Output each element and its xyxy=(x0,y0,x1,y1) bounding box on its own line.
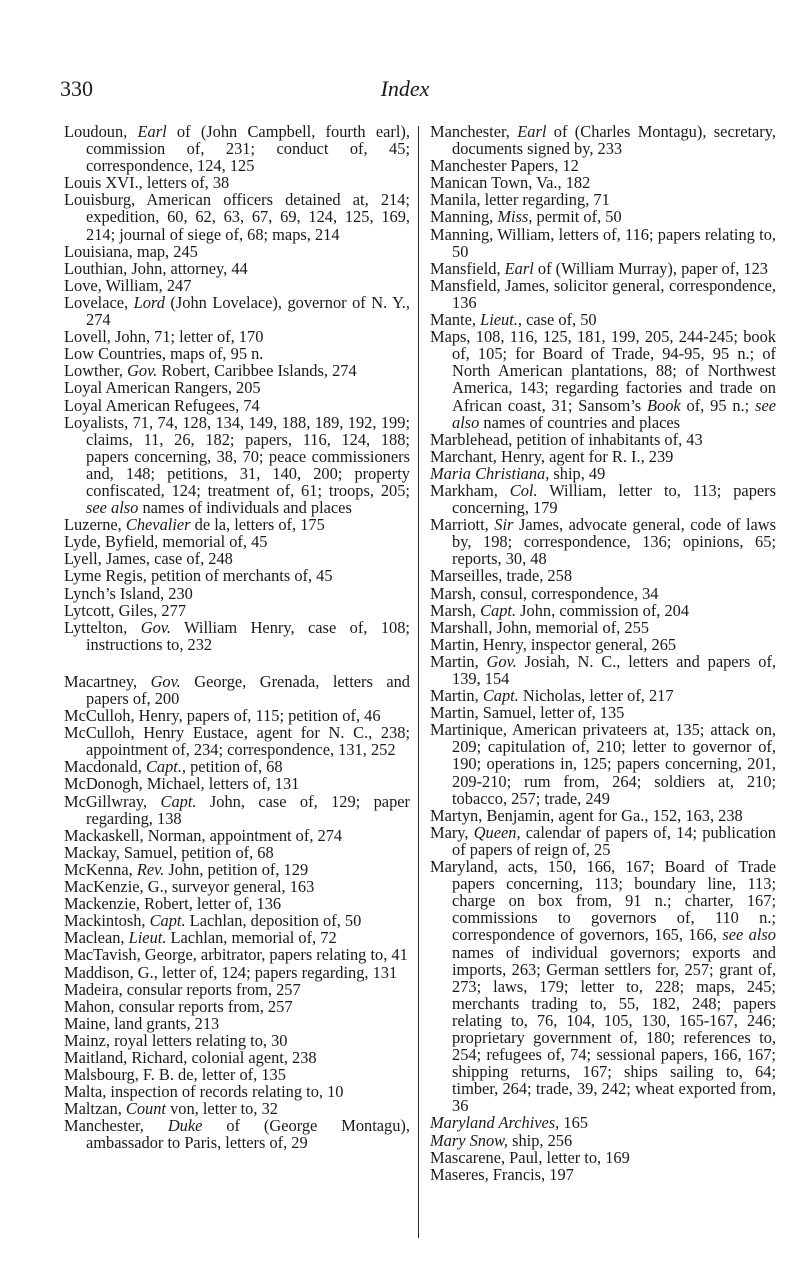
index-entry-text: Louisiana, map, 245 xyxy=(64,241,198,261)
index-entry-italic-text: Capt. xyxy=(480,600,517,620)
index-entry-text: Low Countries, maps of, 95 n. xyxy=(64,344,264,364)
index-entry xyxy=(430,807,776,824)
index-entry-text: Marsh, xyxy=(430,600,481,620)
index-entry xyxy=(64,912,410,929)
index-entry-italic-text: Earl xyxy=(504,258,534,278)
index-entry-text: names of individuals and places xyxy=(138,498,352,518)
index-entry xyxy=(64,707,410,724)
index-entry xyxy=(64,379,410,396)
index-entry-text: Maseres, Francis, 197 xyxy=(430,1164,574,1184)
index-entry-text: Martin, Samuel, letter of, 135 xyxy=(430,703,625,723)
index-entry-text: Nicholas, letter of, 217 xyxy=(518,686,674,706)
index-entry-text: Mahon, consular reports from, 257 xyxy=(64,996,293,1016)
index-entry-text: names of countries and places xyxy=(479,412,681,432)
index-entry-text: Lyme Regis, petition of merchants of, 45 xyxy=(64,566,333,586)
index-entry-text: Luzerne, xyxy=(64,515,126,535)
index-entry-italic-text: Lieut. xyxy=(128,928,167,948)
index-entry-text: Loyalists, 71, 74, 128, 134, 149, 188, 189, 192, 199; claims, 11, 26, 182; papers, 116, 124, 188; papers concerning, 38, 70; peace commissioners and, 148; petitions, 31, 140, 200; property confiscated, 124; treatment of, 61; troops, 205; xyxy=(64,412,410,500)
index-entry xyxy=(64,981,410,998)
index-entry xyxy=(64,964,410,981)
index-entry-text: Lovell, John, 71; letter of, 170 xyxy=(64,327,264,347)
index-entry-italic-text: Capt., xyxy=(145,757,187,777)
index-entry xyxy=(64,277,410,294)
index-entry xyxy=(430,260,776,277)
index-entry xyxy=(64,793,410,827)
index-entry-text: Mainz, royal letters relating to, 30 xyxy=(64,1030,288,1050)
index-entry xyxy=(64,861,410,878)
index-entry-text: Manchester, xyxy=(64,1116,168,1136)
index-entry xyxy=(64,567,410,584)
index-entry xyxy=(64,1015,410,1032)
index-entry xyxy=(430,1132,776,1149)
index-entry-italic-text: Gov. xyxy=(150,671,181,691)
index-entry-text: McGillwray, xyxy=(64,791,161,811)
index-entry-text: McCulloh, Henry, papers of, 115; petition of, 46 xyxy=(64,706,381,726)
index-entry-text: Loyal American Rangers, 205 xyxy=(64,378,261,398)
index-entry-text: Loudoun, xyxy=(64,122,138,141)
index-entry-text: Macdonald, xyxy=(64,757,146,777)
index-entry xyxy=(64,397,410,414)
index-entry-text: Martin, xyxy=(430,651,487,671)
index-entry xyxy=(430,226,776,260)
index-entry xyxy=(430,157,776,174)
index-entry-text: Lyell, James, case of, 248 xyxy=(64,549,233,569)
index-entry-text: Manning, William, letters of, 116; papers relating to, 50 xyxy=(430,224,776,261)
index-entry xyxy=(64,929,410,946)
index-entry xyxy=(430,328,776,431)
column-divider xyxy=(418,126,419,1238)
index-entry xyxy=(64,895,410,912)
index-entry-text: ship, 49 xyxy=(549,463,606,483)
index-entry-italic-text: Col. xyxy=(509,480,538,500)
index-entry-italic-text: Book xyxy=(647,395,681,415)
index-entry xyxy=(64,775,410,792)
index-entry-italic-text: Chevalier xyxy=(125,515,191,535)
index-entry xyxy=(64,878,410,895)
index-entry-text: Manila, letter regarding, 71 xyxy=(430,190,610,210)
index-entry-text: Lachlan, memorial of, 72 xyxy=(166,928,337,948)
index-entry-text: Mackay, Samuel, petition of, 68 xyxy=(64,842,274,862)
index-entry-text: de la, letters of, 175 xyxy=(190,515,325,535)
index-entry xyxy=(430,191,776,208)
index-entry xyxy=(430,619,776,636)
index-entry-italic-text: Maryland Archives, xyxy=(430,1113,560,1133)
index-entry-text: Marchant, Henry, agent for R. I., 239 xyxy=(430,446,674,466)
index-entry-text: Maine, land grants, 213 xyxy=(64,1013,220,1033)
index-entry-text: Malsbourg, F. B. de, letter of, 135 xyxy=(64,1065,286,1085)
index-entry-text: of (Charles Montagu), secretary, documents signed by, 233 xyxy=(452,122,776,159)
index-entry-text: Lynch’s Island, 230 xyxy=(64,583,193,603)
index-entry-text: Martinique, American privateers at, 135; attack on, 209; capitulation of, 210; letter to governor of, 190; operations in, 125; papers concerning, 201, 209-210; rum from, 264; soldiers at, 210; tobacco, 257; trade, 249 xyxy=(430,720,776,808)
index-entry xyxy=(64,1066,410,1083)
index-entry-italic-text: Duke xyxy=(167,1116,203,1136)
index-entry xyxy=(64,998,410,1015)
index-entry xyxy=(64,362,410,379)
index-entry xyxy=(430,482,776,516)
index-entry xyxy=(64,1100,410,1117)
index-entry-italic-text: Miss, xyxy=(497,207,533,227)
index-entry-text: permit of, 50 xyxy=(532,207,622,227)
index-entry-italic-text: Lieut., xyxy=(480,310,522,330)
index-entry-text: Marblehead, petition of inhabitants of, 43 xyxy=(430,429,703,449)
index-entry xyxy=(64,550,410,567)
index-entry-text: William Henry, case of, 108; instructions to, 232 xyxy=(86,617,410,654)
index-entry-italic-text: see also xyxy=(722,925,776,945)
index-entry-text: case of, 50 xyxy=(521,310,597,330)
index-entry xyxy=(64,533,410,550)
index-entry-text: Madeira, consular reports from, 257 xyxy=(64,979,301,999)
index-entry-text: Mackaskell, Norman, appointment of, 274 xyxy=(64,825,343,845)
index-entry xyxy=(64,123,410,174)
index-entry-text: of (George Montagu), ambassador to Paris, letters of, 29 xyxy=(86,1116,410,1153)
index-entry-text: Mansfield, xyxy=(430,258,505,278)
index-entry xyxy=(430,208,776,225)
index-entry-text: Louthian, John, attorney, 44 xyxy=(64,258,248,278)
index-entry-italic-text: Queen, xyxy=(473,822,521,842)
index-entry xyxy=(64,1117,410,1151)
index-entry-text: Lyde, Byfield, memorial of, 45 xyxy=(64,532,268,552)
index-entry xyxy=(64,260,410,277)
index-entry xyxy=(430,123,776,157)
index-entry-text: John, petition of, 129 xyxy=(164,859,309,879)
index-entry xyxy=(430,653,776,687)
index-entry-text: Louis XVI., letters of, 38 xyxy=(64,173,230,193)
index-entry-text: Maitland, Richard, colonial agent, 238 xyxy=(64,1047,317,1067)
index-entry xyxy=(430,1114,776,1131)
index-entry-text: calendar of papers of, 14; publication of papers of reign of, 25 xyxy=(452,822,776,859)
index-entry xyxy=(64,724,410,758)
index-column-right xyxy=(430,123,776,1183)
index-entry-italic-text: Maria Christiana, xyxy=(430,463,550,483)
index-entry-text: McKenna, xyxy=(64,859,137,879)
index-entry xyxy=(64,243,410,260)
index-entry xyxy=(430,448,776,465)
index-entry-text: Marsh, consul, correspondence, 34 xyxy=(430,583,659,603)
index-entry-italic-text: Sir xyxy=(494,515,514,535)
index-entry-italic-text: Mary Snow, xyxy=(430,1130,508,1150)
index-entry xyxy=(430,585,776,602)
index-entry xyxy=(430,636,776,653)
index-entry-text: Louisburg, American officers detained at, 214; expedition, 60, 62, 63, 67, 69, 124, 125, 169, 214; journal of siege of, 68; maps, 214 xyxy=(64,190,410,244)
index-entry-text: Maltzan, xyxy=(64,1099,126,1119)
index-entry-text: Josiah, N. C., letters and papers of, 139, 154 xyxy=(452,651,776,688)
index-entry-text: Lytcott, Giles, 277 xyxy=(64,600,187,620)
page-header xyxy=(60,76,750,106)
index-entry-text: of (William Murray), paper of, 123 xyxy=(533,258,768,278)
index-entry xyxy=(430,431,776,448)
index-entry-text: Martyn, Benjamin, agent for Ga., 152, 163, 238 xyxy=(430,805,743,825)
index-entry-text: (John Lovelace), governor of N. Y., 274 xyxy=(86,292,410,330)
index-entry-italic-text: Capt. xyxy=(160,791,197,811)
index-entry-text: Loyal American Refugees, 74 xyxy=(64,395,260,415)
letter-group-gap xyxy=(64,653,410,673)
index-entry-italic-text: Lord xyxy=(133,292,165,312)
index-entry xyxy=(64,1049,410,1066)
index-entry-text: names of individual governors; exports and imports, 263; German settlers for, 257; grant of, 273; laws, 179; letter to, 228; maps, 245; merchants trading to, 55, 182, 248; papers relating to, 76, 104, 105, 130, 165-167, 246; proprietary government of, 180; references to, 254; refugees of, 74; sessional papers, 166, 167; shipping returns, 167; ships sailing to, 64; timber, 264; trade, 39, 242; wheat exported from, 36 xyxy=(452,942,776,1116)
index-entry-text: Mante, xyxy=(430,310,481,330)
index-entry-text: Mansfield, James, solicitor general, correspondence, 136 xyxy=(430,275,776,312)
index-entry-text: petition of, 68 xyxy=(186,757,283,777)
index-entry-text: MacTavish, George, arbitrator, papers relating to, 41 xyxy=(64,945,408,965)
index-entry-text: William, letter to, 113; papers concerning, 179 xyxy=(452,480,777,518)
index-entry-text: ship, 256 xyxy=(508,1130,573,1150)
index-entry-text: Markham, xyxy=(430,480,510,500)
index-entry-text: Manican Town, Va., 182 xyxy=(430,173,591,193)
index-entry-text: Martin, Henry, inspector general, 265 xyxy=(430,634,677,654)
index-entry-text: Lyttelton, xyxy=(64,617,141,637)
index-entry-text: McCulloh, Henry Eustace, agent for N. C., 238; appointment of, 234; correspondence, 131, 252 xyxy=(64,723,410,760)
index-entry xyxy=(64,619,410,653)
index-entry xyxy=(64,946,410,963)
index-entry-text: Manchester, xyxy=(430,122,518,141)
index-entry xyxy=(430,602,776,619)
index-entry-text: MacKenzie, G., surveyor general, 163 xyxy=(64,877,315,897)
index-entry-italic-text: Rev. xyxy=(136,859,165,879)
index-entry-text: Maryland, acts, 150, 166, 167; Board of Trade papers concerning, 113; boundary line, 113; charge on box from, 91 n.; charter, 167; commissions to governors of, 110 n.; correspondence of governors, 165, 166, xyxy=(430,857,776,945)
index-entry-italic-text: Capt. xyxy=(482,686,519,706)
index-entry-text: Malta, inspection of records relating to, 10 xyxy=(64,1082,344,1102)
index-entry-italic-text: Gov. xyxy=(486,651,517,671)
index-entry xyxy=(64,585,410,602)
index-entry-italic-text: see also xyxy=(86,498,139,518)
index-entry xyxy=(64,414,410,517)
index-entry-text: Maclean, xyxy=(64,928,129,948)
index-entry-italic-text: Gov. xyxy=(140,617,171,637)
index-entry xyxy=(430,174,776,191)
index-entry-text: Martin, xyxy=(430,686,483,706)
index-entry-text: Robert, Caribbee Islands, 274 xyxy=(157,361,357,381)
index-entry xyxy=(64,174,410,191)
index-entry xyxy=(64,758,410,775)
index-entry-text: Lowther, xyxy=(64,361,128,381)
index-entry xyxy=(64,844,410,861)
index-entry-italic-text: Gov. xyxy=(127,361,158,381)
index-entry-text: von, letter to, 32 xyxy=(165,1099,278,1119)
index-entry-text: Lachlan, deposition of, 50 xyxy=(185,911,362,931)
index-entry xyxy=(64,294,410,328)
index-entry xyxy=(64,191,410,242)
index-entry xyxy=(64,827,410,844)
index-entry-text: Maddison, G., letter of, 124; papers regarding, 131 xyxy=(64,962,398,982)
index-entry-text: of (John Campbell, fourth earl), commission of, 231; conduct of, 45; correspondence, 124, 125 xyxy=(86,122,410,176)
index-entry xyxy=(430,721,776,806)
index-entry-text: Mary, xyxy=(430,822,474,842)
index-entry-italic-text: see also xyxy=(452,395,776,432)
index-entry xyxy=(430,465,776,482)
index-entry xyxy=(430,1149,776,1166)
index-entry xyxy=(430,567,776,584)
index-entry-italic-text: Count xyxy=(125,1099,166,1119)
index-entry-italic-text: Capt. xyxy=(149,911,186,931)
index-entry-text: Marriott, xyxy=(430,515,495,535)
index-entry-text: Marseilles, trade, 258 xyxy=(430,566,573,586)
index-entry xyxy=(64,602,410,619)
index-entry-text: Macartney, xyxy=(64,671,151,691)
index-entry-text: Marshall, John, memorial of, 255 xyxy=(430,617,649,637)
index-entry-text: James, advocate general, code of laws by, 198; correspondence, 136; opinions, 65; reports, 30, 48 xyxy=(452,515,776,569)
index-entry xyxy=(430,687,776,704)
index-entry xyxy=(64,1083,410,1100)
index-entry xyxy=(430,277,776,311)
index-entry-text: Maps, 108, 116, 125, 181, 199, 205, 244-245; book of, 105; for Board of Trade, 94-95, 95 n.; of North American plantations, 88; of Northwest America, 143; regarding factories and trade on African coast, 31; Sansom’s xyxy=(430,327,776,415)
index-entry xyxy=(430,824,776,858)
index-entry xyxy=(64,345,410,362)
index-entry xyxy=(430,516,776,567)
running-title: Index xyxy=(380,76,430,101)
index-column-left xyxy=(64,123,410,1152)
index-entry-text: Mackenzie, Robert, letter of, 136 xyxy=(64,894,282,914)
index-entry-text: Manchester Papers, 12 xyxy=(430,156,579,176)
index-entry-text: Love, William, 247 xyxy=(64,275,192,295)
index-entry-text: McDonogh, Michael, letters of, 131 xyxy=(64,774,300,794)
index-entry-text: Manning, xyxy=(430,207,498,227)
index-entry-text: Mascarene, Paul, letter to, 169 xyxy=(430,1147,630,1167)
index-entry xyxy=(64,673,410,707)
index-entry-text: John, commission of, 204 xyxy=(516,600,690,620)
index-entry-text: George, Grenada, letters and papers of, 200 xyxy=(86,671,410,708)
index-entry xyxy=(64,328,410,345)
index-entry xyxy=(64,1032,410,1049)
index-entry-text: Mackintosh, xyxy=(64,911,150,931)
index-entry-text: Lovelace, xyxy=(64,292,134,312)
index-entry xyxy=(430,858,776,1114)
index-entry xyxy=(430,704,776,721)
index-entry-italic-text: Earl xyxy=(517,122,547,141)
index-entry-text: John, case of, 129; paper regarding, 138 xyxy=(86,791,410,828)
index-entry-text: of, 95 n.; xyxy=(680,395,756,415)
index-entry xyxy=(430,311,776,328)
index-entry xyxy=(64,516,410,533)
index-entry-italic-text: Earl xyxy=(137,122,167,141)
page-number: 330 xyxy=(60,76,93,101)
index-entry xyxy=(430,1166,776,1183)
index-entry-text: 165 xyxy=(559,1113,588,1133)
